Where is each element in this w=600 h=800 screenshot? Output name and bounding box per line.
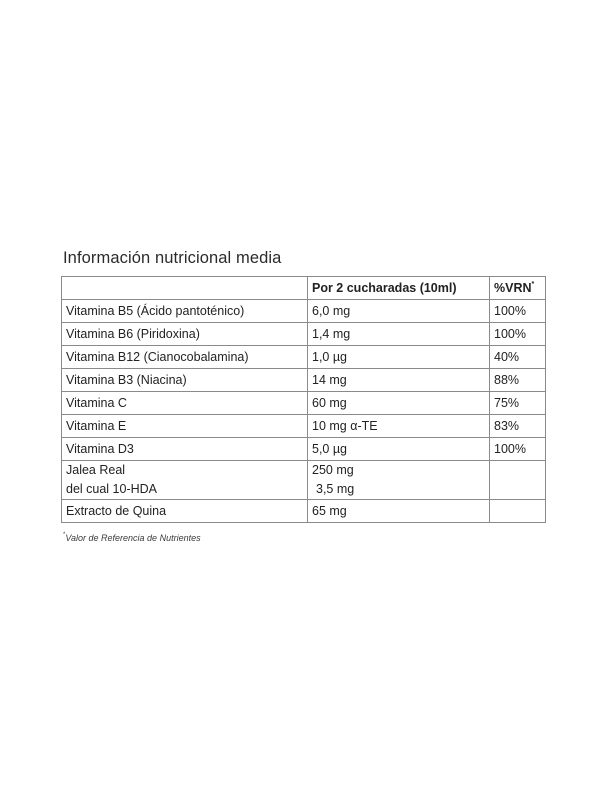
nutrient-name-cell: Vitamina B3 (Niacina) (62, 369, 308, 392)
table-row (62, 438, 546, 461)
nutrient-name-cell: Vitamina B6 (Piridoxina) (62, 323, 308, 346)
table-row (62, 415, 546, 438)
jalea-vrn-cell (490, 461, 546, 500)
nutrition-table (61, 276, 546, 523)
header-vrn-mark: * (531, 280, 535, 288)
table-row-jalea (62, 461, 546, 500)
table-row (62, 300, 546, 323)
footnote-mark: * (63, 532, 66, 538)
nutrient-amount-cell: 14 mg (308, 369, 490, 392)
nutrient-amount-cell: 60 mg (308, 392, 490, 415)
nutrient-amount-cell: 5,0 µg (308, 438, 490, 461)
table-row (62, 323, 546, 346)
nutrient-vrn-cell: 100% (490, 323, 546, 346)
jalea-amount-line1: 250 mg (312, 463, 354, 477)
nutrient-name-cell: Vitamina C (62, 392, 308, 415)
table-title: Información nutricional media (63, 249, 282, 267)
nutrient-vrn-cell: 75% (490, 392, 546, 415)
nutrient-vrn-cell: 88% (490, 369, 546, 392)
nutrient-name-cell: Vitamina E (62, 415, 308, 438)
nutrient-name-cell: Vitamina B12 (Cianocobalamina) (62, 346, 308, 369)
table-header-row (62, 277, 546, 300)
nutrient-vrn-cell: 100% (490, 438, 546, 461)
table-row (62, 346, 546, 369)
table-row (62, 392, 546, 415)
header-amount-cell: Por 2 cucharadas (10ml) (308, 277, 490, 300)
nutrient-amount-cell: 65 mg (308, 500, 490, 523)
nutrient-name-cell: Extracto de Quina (62, 500, 308, 523)
nutrient-vrn-cell (490, 500, 546, 523)
footnote-text: Valor de Referencia de Nutrientes (65, 533, 201, 543)
jalea-name-line1: Jalea Real (66, 463, 126, 477)
header-vrn-cell (490, 277, 546, 300)
nutrient-amount-cell: 1,4 mg (308, 323, 490, 346)
footnote (63, 533, 201, 543)
nutrient-amount-cell: 10 mg α-TE (308, 415, 490, 438)
header-name-cell (62, 277, 308, 300)
jalea-name-line2: del cual 10-HDA (66, 482, 158, 496)
nutrient-amount-cell: 6,0 mg (308, 300, 490, 323)
jalea-amount-cell (308, 461, 490, 500)
nutrient-name-cell: Vitamina B5 (Ácido pantoténico) (62, 300, 308, 323)
nutrient-vrn-cell: 83% (490, 415, 546, 438)
nutrient-amount-cell: 1,0 µg (308, 346, 490, 369)
table-row (62, 369, 546, 392)
table-row (62, 500, 546, 523)
jalea-name-cell (62, 461, 308, 500)
nutrient-vrn-cell: 100% (490, 300, 546, 323)
nutrient-name-cell: Vitamina D3 (62, 438, 308, 461)
nutrient-vrn-cell: 40% (490, 346, 546, 369)
header-vrn-label: %VRN (494, 281, 532, 295)
jalea-amount-line2: 3,5 mg (316, 482, 355, 496)
